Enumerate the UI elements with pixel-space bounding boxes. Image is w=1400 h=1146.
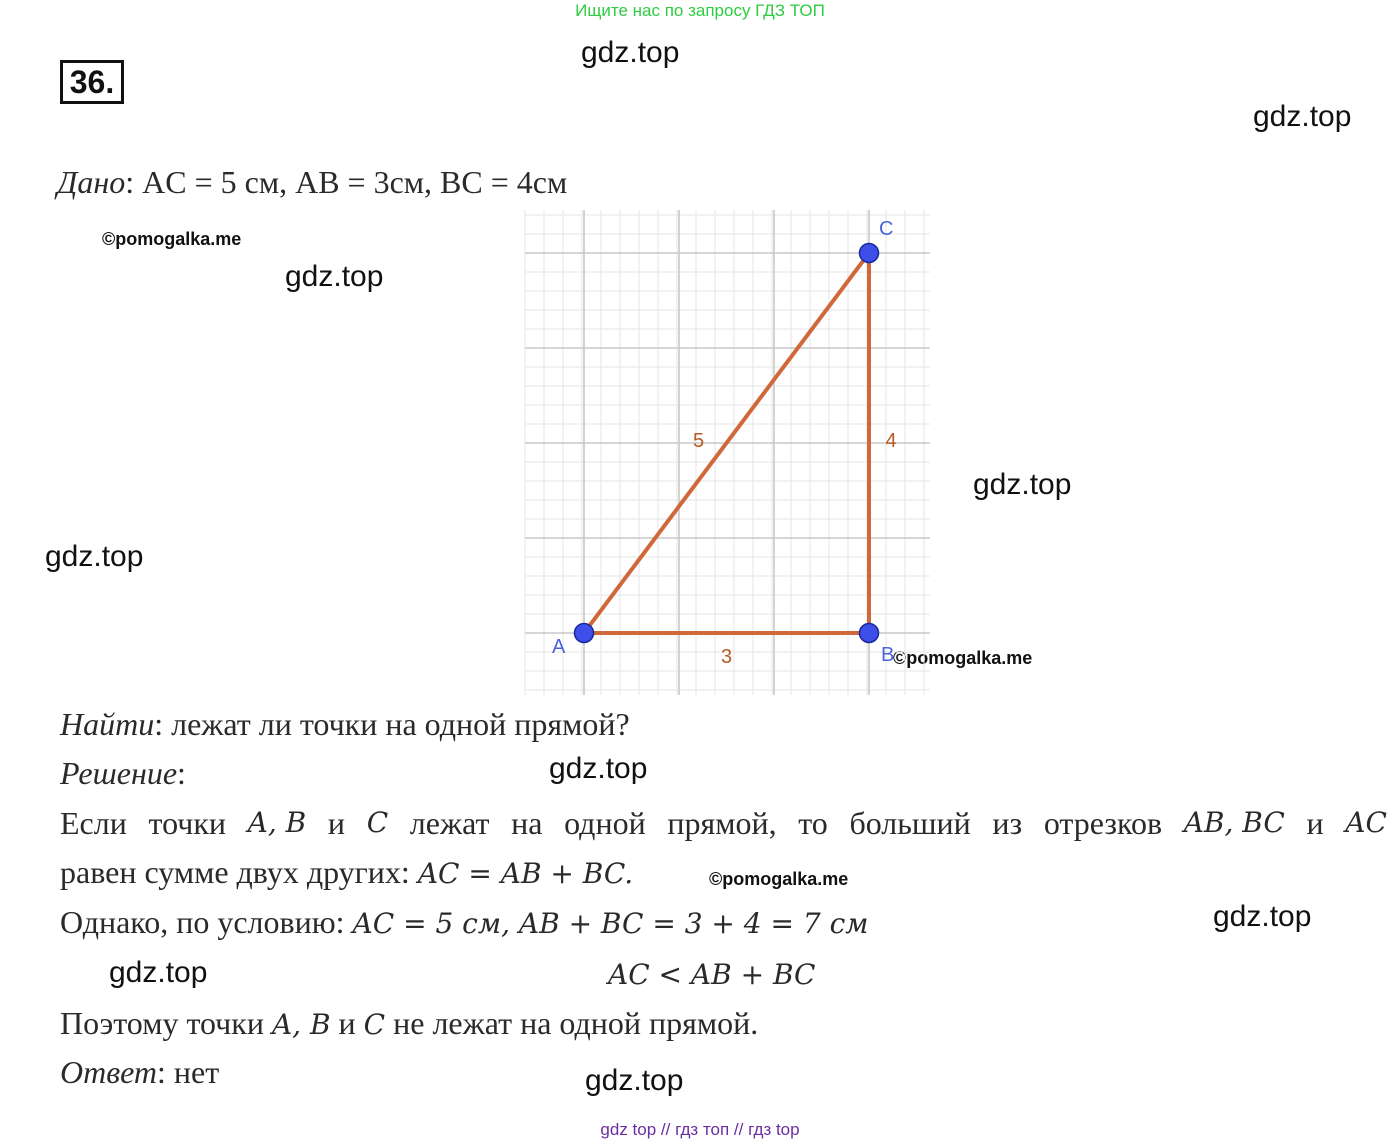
solution-word: то: [798, 805, 828, 841]
solution-word: AC: [1345, 806, 1387, 839]
solution-label: Решение: [60, 755, 178, 791]
problem-number: 36.: [60, 60, 124, 104]
solution-line-3: [60, 902, 868, 944]
point-label-C: C: [879, 218, 894, 240]
solution-word: на: [511, 805, 543, 841]
conclusion-math-b: C: [363, 1008, 386, 1041]
watermark: gdz.top: [549, 752, 648, 785]
point-label-B: B: [881, 644, 895, 666]
solution-word: из: [992, 805, 1023, 841]
find-label: Найти: [60, 706, 155, 742]
watermark: gdz.top: [581, 36, 680, 69]
solution-line-2-text: равен сумме двух других:: [60, 854, 418, 890]
solution-word: больший: [849, 805, 971, 841]
footer-links[interactable]: gdz top // гдз топ // гдз top: [600, 1120, 800, 1139]
solution-colon: :: [177, 755, 186, 791]
point-C: [860, 244, 879, 263]
answer-label: Ответ: [60, 1054, 157, 1090]
solution-conclusion: [60, 1003, 758, 1045]
solution-inequality: [608, 953, 815, 995]
watermark: gdz.top: [109, 956, 208, 989]
copyright-mark: ©pomogalka.me: [893, 648, 1033, 668]
solution-word: точки: [148, 805, 226, 841]
point-B: [860, 624, 879, 643]
answer-text: : нет: [157, 1054, 220, 1090]
solution-line-3-math: AC = 5 см, AB + BC = 3 + 4 = 7 см: [352, 907, 869, 940]
watermark: gdz.top: [285, 260, 384, 293]
triangle-figure: [520, 205, 940, 700]
find-line: [60, 704, 630, 744]
solution-word: прямой,: [667, 805, 777, 841]
watermark: gdz.top: [45, 540, 144, 573]
solution-word: лежат: [409, 805, 490, 841]
watermark: gdz.top: [1213, 900, 1312, 933]
top-banner: Ищите нас по запросу ГДЗ ТОП: [575, 1, 825, 20]
solution-word: C: [366, 806, 389, 839]
given-text: : AC = 5 см, AB = 3см, BC = 4см: [125, 164, 568, 200]
solution-word: AB, BC: [1183, 806, 1285, 839]
segment-label-AB: 3: [720, 646, 733, 668]
point-A: [575, 624, 594, 643]
solution-line-1: [60, 803, 1387, 843]
solution-line-3-text: Однако, по условию:: [60, 904, 353, 940]
solution-word: и: [1306, 805, 1324, 841]
conclusion-text-c: не лежат на одной прямой.: [385, 1005, 759, 1041]
given-line: [57, 162, 567, 202]
segment-label-BC: 4: [885, 430, 897, 452]
watermark: gdz.top: [585, 1064, 684, 1097]
find-text: : лежат ли точки на одной прямой?: [154, 706, 630, 742]
solution-word: и: [327, 805, 346, 841]
point-label-A: A: [552, 636, 566, 658]
conclusion-text-a: Поэтому точки: [60, 1005, 272, 1041]
solution-word: отрезков: [1043, 805, 1163, 841]
copyright-mark: ©pomogalka.me: [709, 869, 849, 889]
watermark: gdz.top: [1253, 100, 1352, 133]
segment-label-AC: 5: [692, 430, 705, 452]
conclusion-text-b: и: [330, 1005, 364, 1041]
inequality-math: AC < AB + BC: [608, 958, 816, 991]
solution-line-2-math: AC = AB + BC.: [417, 857, 634, 890]
conclusion-math-a: A, B: [271, 1008, 331, 1041]
solution-word: A, B: [247, 806, 307, 839]
answer-line: [60, 1052, 219, 1092]
watermark: gdz.top: [973, 468, 1072, 501]
solution-word: Если: [60, 805, 127, 841]
solution-word: одной: [564, 805, 646, 841]
solution-line-2: [60, 852, 633, 894]
copyright-mark: ©pomogalka.me: [102, 229, 242, 249]
solution-heading: [60, 753, 186, 793]
given-label: Дано: [57, 164, 126, 200]
